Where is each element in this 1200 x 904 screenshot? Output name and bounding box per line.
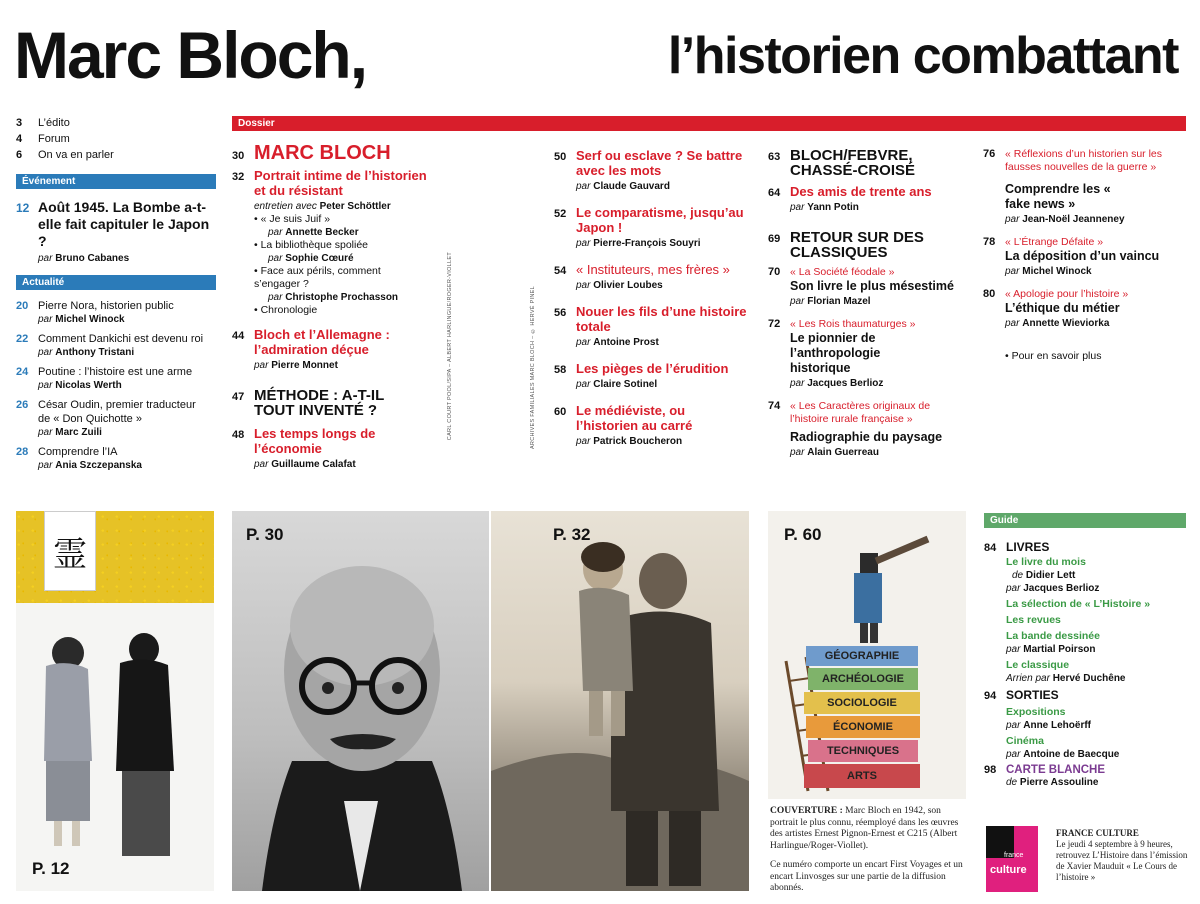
book-spine: ARCHÉOLOGIE: [808, 668, 918, 690]
toc-entry-47[interactable]: 47 MÉTHODE : A-T-IL TOUT INVENTÉ ?: [232, 387, 384, 419]
book-spine: ARTS: [804, 764, 920, 788]
guide-list: 84 LIVRES Le livre du mois de Didier Lett par Jacques Berlioz La sélection de « L’Histoire » Les revues La bande dessinée par Martial Poirson Le classique Arrien par Hervé Duchêne 94 SORTIES Expositions par Anne Lehoërff Cinéma par Antoine de Baecque 98 CARTE BLANCHE de Pierre Assouline: [984, 540, 1189, 789]
bowing-figures: [16, 611, 214, 861]
guide-item[interactable]: Cinéma: [1006, 735, 1044, 747]
guide-bar: Guide: [984, 513, 1186, 528]
guide-item[interactable]: La bande dessinée: [1006, 630, 1100, 642]
guide-item[interactable]: Le classique: [1006, 659, 1070, 671]
guide-item[interactable]: La sélection de « L’Histoire »: [1006, 598, 1151, 610]
cover-caption: COUVERTURE : Marc Bloch en 1942, son portrait le plus connu, réemployé dans les œuvres des artistes Ernest Pignon-Ernest et C215 (Albert Harlingue/Roger-Viollet). Ce numéro comporte un encart First Voyages et un encart Linvosges sur une partie de la diffusion abonnés.: [770, 806, 963, 893]
memorial-tablet: 霊: [44, 511, 96, 591]
title-right: l’historien combattant: [667, 27, 1178, 85]
dossier-bar: Dossier: [232, 116, 1186, 131]
toc-entry-63[interactable]: 63 BLOCH/FEBVRE, CHASSÉ-CROISÉ: [768, 147, 916, 179]
list-item[interactable]: 22 Comment Dankichi est devenu roi par Anthony Tristani: [16, 333, 204, 358]
list-item[interactable]: 26 César Oudin, premier traducteur de « Don Quichotte » par Marc Zuili: [16, 399, 196, 438]
page-label-p30: P. 30: [246, 525, 284, 544]
list-item[interactable]: 24 Poutine : l’histoire est une arme par Nicolas Werth: [16, 366, 193, 391]
toc-entry-74[interactable]: 74 « Les Caractères originaux de l’histoire rurale française » Radiographie du paysage par Alain Guerreau: [768, 400, 943, 458]
list-item[interactable]: 20 Pierre Nora, historien public par Michel Winock: [16, 300, 174, 325]
book-spine: ÉCONOMIE: [806, 716, 920, 738]
france-culture-text: FRANCE CULTURE Le jeudi 4 septembre à 9 heures, retrouvez L’Histoire dans l’émission de Xavier Mauduit « Le Cours de l’histoire »: [1056, 828, 1188, 882]
toc-entry-64[interactable]: 64 Des amis de trente ans par Yann Potin: [768, 184, 932, 213]
list-item[interactable]: 3 L’édito: [16, 117, 70, 129]
title-left: Marc Bloch,: [14, 18, 367, 92]
toc-entry-30[interactable]: 30 MARC BLOCH: [232, 142, 391, 164]
dossier-col-3: [768, 148, 968, 459]
page-label-p32: P. 32: [553, 525, 591, 544]
guide-item[interactable]: Le livre du mois: [1006, 556, 1086, 568]
list-item[interactable]: • La bibliothèque spoliée: [254, 239, 369, 251]
toc-entry-76[interactable]: 76 « Réflexions d’un historien sur les fausses nouvelles de la guerre » Comprendre les « fake news » par Jean-Noël Jeanneney: [983, 148, 1162, 225]
list-item[interactable]: • Chronologie: [254, 304, 318, 316]
evenement-bar: Événement: [16, 174, 216, 189]
guide-item[interactable]: Les revues: [1006, 614, 1061, 626]
book-spine: TECHNIQUES: [808, 740, 918, 762]
subarticle-list: • « Je suis Juif » par Annette Becker • La bibliothèque spoliée par Sophie Cœuré • Face aux périls, comment s’engager ? par Christophe Prochasson • Chronologie: [254, 213, 432, 317]
toc-entry-84[interactable]: 84 LIVRES: [984, 540, 1050, 554]
dossier-col-4: [983, 148, 1188, 363]
photo-credit-1: CARL COURT POOL/SIPA – ALBERT HARLINGUE/ROGER-VIOLLET: [447, 252, 453, 441]
page-label-p12: P. 12: [32, 859, 70, 878]
toc-entry-80[interactable]: 80 « Apologie pour l’histoire » L’éthique du métier par Annette Wieviorka: [983, 288, 1129, 329]
list-item[interactable]: • « Je suis Juif »: [254, 213, 331, 225]
actualite-list: [16, 299, 216, 472]
photo-bloch-with-child: [491, 511, 749, 891]
toc-entry-72[interactable]: 72 « Les Rois thaumaturges » Le pionnier de l’anthropologie historique par Jacques Berlioz: [768, 318, 916, 389]
toc-entry-94[interactable]: 94 SORTIES: [984, 688, 1059, 702]
photo-credit-2: ARCHIVES FAMILIALES MARC BLOCH – © HERVÉ PINEL: [530, 286, 536, 450]
photo-p32: [491, 511, 749, 891]
list-item[interactable]: 4 Forum: [16, 133, 70, 145]
more-info-link[interactable]: • Pour en savoir plus: [1005, 350, 1102, 362]
dossier-col-1: [232, 142, 432, 471]
toc-entry[interactable]: 52 Le comparatisme, jusqu’au Japon ! par Pierre-François Souyri: [554, 205, 744, 249]
france-culture-logo: france culture: [986, 826, 1038, 892]
toc-entry-69[interactable]: 69 RETOUR SUR DES CLASSIQUES: [768, 229, 924, 261]
illustration-p60: [768, 511, 966, 799]
guide-item[interactable]: Expositions: [1006, 706, 1066, 718]
portrait-bloch-1942: [232, 511, 489, 891]
book-spine: SOCIOLOGIE: [804, 692, 920, 714]
list-item[interactable]: • Face aux périls, comment s’engager ?: [254, 265, 381, 290]
list-item[interactable]: 28 Comprendre l’IA par Ania Szczepanska: [16, 446, 142, 471]
page-label-p60: P. 60: [784, 525, 822, 544]
book-spine: GÉOGRAPHIE: [806, 646, 918, 666]
toc-entry[interactable]: 58 Les pièges de l’érudition par Claire Sotinel: [554, 361, 729, 390]
toc-entry-78[interactable]: 78 « L’Étrange Défaite » La déposition d’un vaincu par Michel Winock: [983, 236, 1160, 277]
photo-p30: [232, 511, 489, 891]
left-column: [16, 116, 216, 472]
toc-entry[interactable]: 60 Le médiéviste, ou l’historien au carré par Patrick Boucheron: [554, 403, 693, 447]
toc-entry[interactable]: 54 « Instituteurs, mes frères » par Olivier Loubes: [554, 262, 730, 291]
top-items: [16, 116, 216, 162]
toc-entry[interactable]: 56 Nouer les fils d’une histoire totale par Antoine Prost: [554, 304, 747, 348]
toc-entry-70[interactable]: 70 « La Société féodale » Son livre le plus mésestimé par Florian Mazel: [768, 266, 954, 307]
toc-entry[interactable]: 50 Serf ou esclave ? Se battre avec les mots par Claude Gauvard: [554, 148, 743, 192]
evenement-item[interactable]: 12 Août 1945. La Bombe a-t-elle fait capituler le Japon ? par Bruno Cabanes: [16, 199, 210, 264]
photo-p12: [16, 511, 214, 891]
actualite-bar: Actualité: [16, 275, 216, 290]
toc-entry-98[interactable]: 98 CARTE BLANCHE: [984, 764, 1106, 776]
list-item[interactable]: 6 On va en parler: [16, 149, 114, 161]
dossier-col-2: [554, 148, 759, 448]
toc-entry-48[interactable]: 48 Les temps longs de l’économie par Guillaume Calafat: [232, 426, 376, 470]
toc-entry-44[interactable]: 44 Bloch et l’Allemagne : l’admiration déçue par Pierre Monnet: [232, 327, 390, 371]
toc-entry-32[interactable]: 32 Portrait intime de l’historien et du résistant entretien avec Peter Schöttler • « Je suis Juif » par Annette Becker • La bibliothèque spoliée par Sophie Cœuré • Face aux périls, comment s’engager ? par Christophe Prochasson • Chronologie: [232, 168, 432, 317]
